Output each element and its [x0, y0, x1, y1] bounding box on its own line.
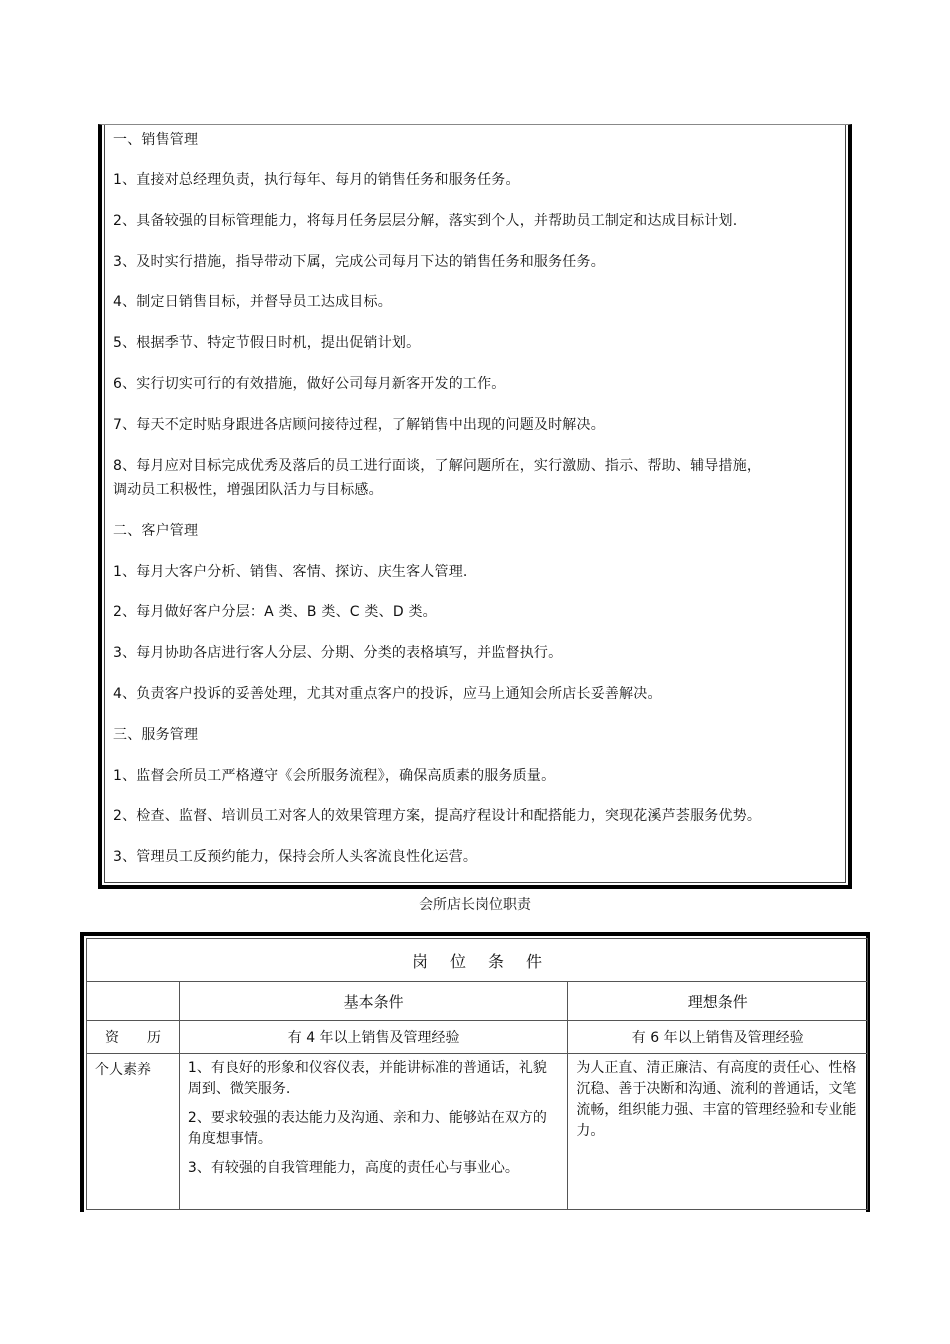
sales-item: 2、具备较强的目标管理能力，将每月任务层层分解，落实到个人，并帮助员工制定和达成目标计划. [113, 213, 738, 229]
service-item: 2、检查、监督、培训员工对客人的效果管理方案，提高疗程设计和配搭能力，突现花溪芦荟服务优势。 [113, 808, 762, 824]
ideal-conditions-header: 理想条件 [568, 982, 868, 1021]
quality-ideal-cell [568, 1054, 868, 1210]
sales-item: 4、制定日销售目标，并督导员工达成目标。 [113, 294, 392, 310]
quality-ideal-text: 为人正直、清正廉洁、有高度的责任心、性格沉稳、善于决断和沟通、流利的普通话，文笔流畅，组织能力强、丰富的管理经验和专业能力。 [576, 1060, 857, 1139]
conditions-grid [86, 938, 868, 1210]
sales-item-continued: 调动员工积极性，增强团队活力与目标感。 [113, 482, 383, 498]
sales-item: 3、及时实行措施，指导带动下属，完成公司每月下达的销售任务和服务任务。 [113, 254, 605, 270]
quality-label: 个人素养 [87, 1054, 180, 1210]
job-duties-inner [104, 125, 846, 883]
sales-item: 8、每月应对目标完成优秀及落后的员工进行面谈，了解问题所在，实行激励、指示、帮助、辅导措施， [113, 458, 762, 474]
conditions-title: 岗位条件 [87, 939, 868, 982]
quality-basic-cell [179, 1054, 567, 1210]
sales-item: 1、直接对总经理负责，执行每年、每月的销售任务和服务任务。 [113, 172, 520, 188]
customer-item: 4、负责客户投诉的妥善处理，尤其对重点客户的投诉，应马上通知会所店长妥善解决。 [113, 686, 662, 702]
service-item: 3、管理员工反预约能力，保持会所人头客流良性化运营。 [113, 849, 478, 865]
experience-ideal: 有 6 年以上销售及管理经验 [568, 1021, 868, 1054]
sales-item: 6、实行切实可行的有效措施，做好公司每月新客开发的工作。 [113, 376, 506, 392]
sales-heading: 一、销售管理 [113, 132, 199, 148]
document-caption: 会所店长岗位职责 [419, 897, 531, 913]
sales-item: 7、每天不定时贴身跟进各店顾问接待过程，了解销售中出现的问题及时解决。 [113, 417, 605, 433]
experience-basic: 有 4 年以上销售及管理经验 [179, 1021, 567, 1054]
header-empty-cell [87, 982, 180, 1021]
service-heading: 三、服务管理 [113, 727, 199, 743]
customer-item: 1、每月大客户分析、销售、客情、探访、庆生客人管理. [113, 564, 468, 580]
basic-conditions-header: 基本条件 [179, 982, 567, 1021]
customer-heading: 二、客户管理 [113, 523, 199, 539]
customer-item: 3、每月协助各店进行客人分层、分期、分类的表格填写，并监督执行。 [113, 645, 563, 661]
quality-basic-item: 3、有较强的自我管理能力，高度的责任心与事业心。 [187, 1160, 519, 1176]
job-duties-box [98, 124, 852, 889]
sales-item: 5、根据季节、特定节假日时机，提出促销计划。 [113, 335, 421, 351]
service-item: 1、监督会所员工严格遵守《会所服务流程》，确保高质素的服务质量。 [113, 768, 556, 784]
quality-basic-item: 2、要求较强的表达能力及沟通、亲和力、能够站在双方的角度想事情。 [187, 1110, 547, 1147]
quality-basic-item: 1、有良好的形象和仪容仪表，并能讲标准的普通话，礼貌周到、微笑服务. [187, 1060, 547, 1097]
customer-item: 2、每月做好客户分层：A 类、B 类、C 类、D 类。 [113, 604, 437, 620]
experience-label: 资 历 [87, 1021, 180, 1054]
position-conditions-table [80, 932, 870, 1212]
